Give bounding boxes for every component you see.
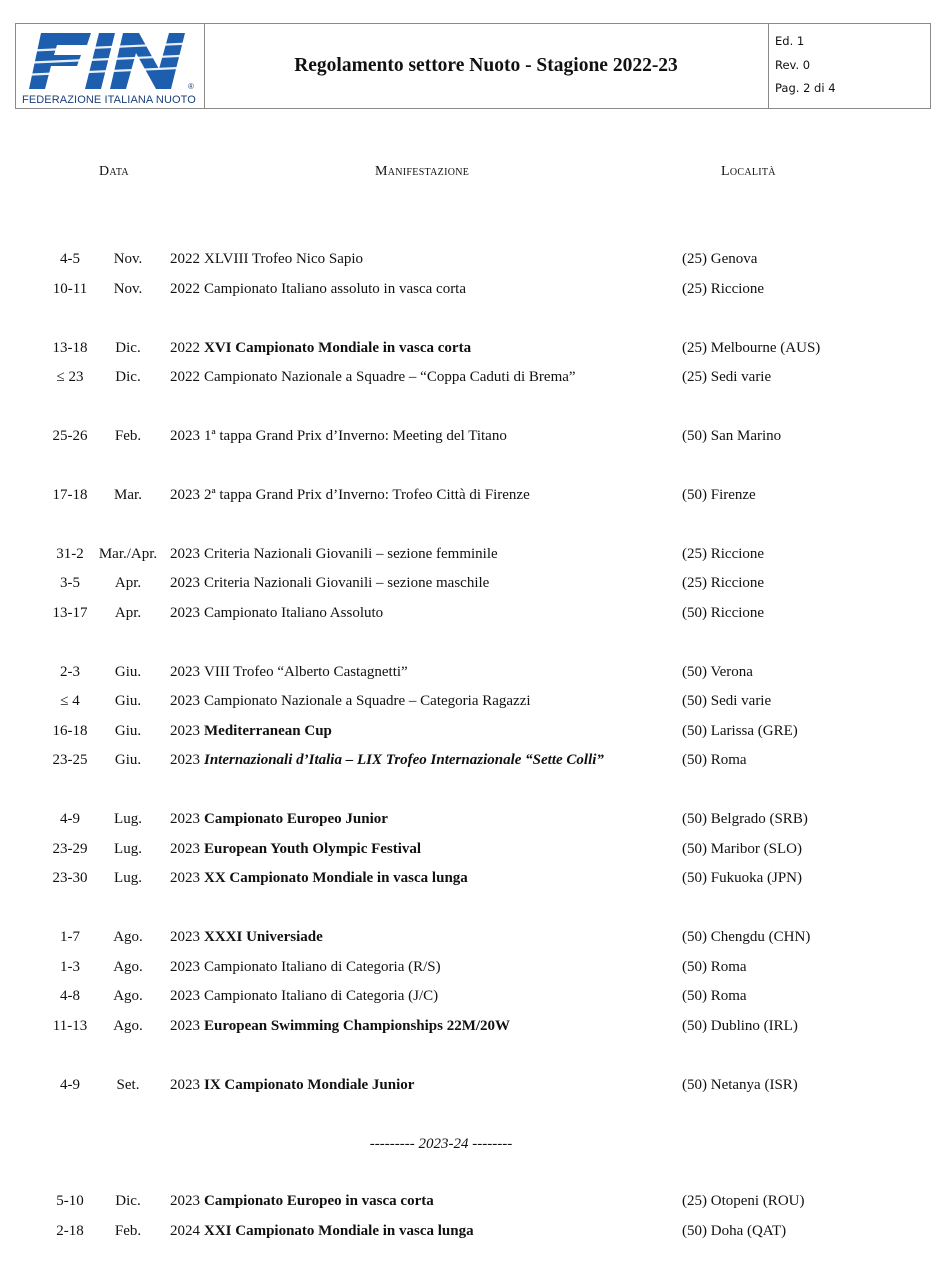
event-month: Mar. [114,487,142,503]
table-row [0,487,952,511]
event-name: IX Campionato Mondiale Junior [204,1077,415,1093]
event-year: 2023 [170,752,200,768]
event-day: 23-30 [52,870,88,886]
event-day: 23-29 [52,841,88,857]
fin-logo [16,24,205,108]
event-month: Giu. [114,664,142,680]
event-location: (50) Larissa (GRE) [682,723,798,739]
table-row [0,1018,952,1042]
table-row [0,929,952,953]
event-month: Dic. [115,340,141,356]
event-month: Nov. [113,251,143,267]
event-location: (25) Riccione [682,575,765,591]
event-month: Giu. [114,723,142,739]
table-row [0,959,952,983]
event-name: XXXI Universiade [204,929,323,945]
table-row [0,546,952,570]
table-row [0,1193,952,1217]
event-day: 11-13 [52,1018,88,1034]
event-year: 2023 [170,959,200,975]
event-name: Campionato Italiano assoluto in vasca corta [204,281,467,297]
event-name: 1ª tappa Grand Prix d’Inverno: Meeting del Titano [204,428,507,444]
revision: Rev. 0 [775,58,811,72]
event-day: ≤ 4 [60,693,80,709]
event-name: Campionato Europeo in vasca corta [204,1193,434,1209]
event-month: Nov. [113,281,143,297]
event-month: Feb. [114,1223,142,1239]
event-day: 31-2 [56,546,84,562]
table-row [0,841,952,865]
event-year: 2023 [170,929,200,945]
event-name: VIII Trofeo “Alberto Castagnetti” [204,664,408,680]
event-location: (50) Roma [682,959,747,975]
event-month: Dic. [115,369,141,385]
event-location: (50) Firenze [682,487,756,503]
event-year: 2023 [170,487,200,503]
event-name: Campionato Italiano Assoluto [204,605,384,621]
event-day: 5-10 [56,1193,84,1209]
event-location: (50) Roma [682,752,747,768]
event-name: European Youth Olympic Festival [204,841,422,857]
event-location: (50) Riccione [682,605,765,621]
table-row [0,693,952,717]
event-location: (50) Maribor (SLO) [682,841,802,857]
event-day: ≤ 23 [56,369,84,385]
table-row [0,251,952,275]
table-row [0,752,952,776]
table-row [0,340,952,364]
event-location: (25) Riccione [682,281,765,297]
event-location: (50) Belgrado (SRB) [682,811,808,827]
column-header-date: Data [99,164,129,179]
event-location: (50) Doha (QAT) [682,1223,787,1239]
event-year: 2022 [170,340,200,356]
event-name: Campionato Nazionale a Squadre – “Coppa Caduti di Brema” [204,369,576,385]
event-year: 2022 [170,281,200,297]
event-location: (25) Genova [682,251,758,267]
column-header-event: Manifestazione [375,164,470,179]
edition: Ed. 1 [775,34,805,48]
event-year: 2023 [170,428,200,444]
event-month: Ago. [113,1018,143,1034]
event-day: 4-8 [60,988,80,1004]
event-year: 2023 [170,664,200,680]
event-location: (25) Riccione [682,546,765,562]
event-month: Ago. [113,959,143,975]
table-row [0,428,952,452]
event-day: 13-17 [52,605,88,621]
event-day: 1-7 [60,929,80,945]
event-year: 2023 [170,841,200,857]
event-year: 2022 [170,369,200,385]
event-name: Criteria Nazionali Giovanili – sezione maschile [204,575,490,591]
event-name: XVI Campionato Mondiale in vasca corta [204,340,472,356]
event-month: Lug. [114,841,142,857]
event-location: (50) Verona [682,664,753,680]
event-month: Mar./Apr. [98,546,158,562]
event-name: Campionato Italiano di Categoria (R/S) [204,959,441,975]
table-row [0,281,952,305]
event-location: (50) Roma [682,988,747,1004]
event-month: Feb. [114,428,142,444]
page-number: Pag. 2 di 4 [775,81,836,95]
event-location: (25) Sedi varie [682,369,772,385]
table-row [0,1223,952,1247]
event-year: 2023 [170,605,200,621]
event-name: Campionato Nazionale a Squadre – Categoria Ragazzi [204,693,531,709]
event-name: XLVIII Trofeo Nico Sapio [204,251,364,267]
event-month: Dic. [115,1193,141,1209]
event-day: 2-3 [60,664,80,680]
event-month: Ago. [113,929,143,945]
event-month: Set. [116,1077,140,1093]
event-day: 16-18 [52,723,88,739]
event-day: 17-18 [52,487,88,503]
document-header [15,23,931,109]
event-name: XXI Campionato Mondiale in vasca lunga [204,1223,474,1239]
event-year: 2023 [170,870,200,886]
event-year: 2023 [170,693,200,709]
event-name: 2ª tappa Grand Prix d’Inverno: Trofeo Città di Firenze [204,487,530,503]
event-month: Apr. [114,605,142,621]
event-name: European Swimming Championships 22M/20W [204,1018,511,1034]
event-location: (50) Netanya (ISR) [682,1077,798,1093]
table-row [0,1077,952,1101]
event-day: 25-26 [52,428,88,444]
event-location: (25) Otopeni (ROU) [682,1193,805,1209]
table-row [0,811,952,835]
event-name: Campionato Italiano di Categoria (J/C) [204,988,439,1004]
event-day: 2-18 [56,1223,84,1239]
event-month: Giu. [114,693,142,709]
event-location: (50) Dublino (IRL) [682,1018,798,1034]
event-year: 2023 [170,575,200,591]
event-day: 1-3 [60,959,80,975]
table-row [0,369,952,393]
event-day: 4-5 [60,251,80,267]
event-day: 4-9 [60,1077,80,1093]
table-row [0,575,952,599]
logo-subtitle: FEDERAZIONE ITALIANA NUOTO [22,94,196,106]
event-location: (50) Chengdu (CHN) [682,929,811,945]
event-location: (50) Fukuoka (JPN) [682,870,802,886]
table-row [0,870,952,894]
event-year: 2023 [170,1077,200,1093]
event-name: XX Campionato Mondiale in vasca lunga [204,870,468,886]
event-name: Internazionali d’Italia – LIX Trofeo Internazionale “Sette Colli” [204,752,604,768]
event-year: 2023 [170,546,200,562]
event-year: 2022 [170,251,200,267]
event-day: 4-9 [60,811,80,827]
event-year: 2023 [170,811,200,827]
event-name: Mediterranean Cup [204,723,332,739]
event-year: 2023 [170,1018,200,1034]
event-month: Apr. [114,575,142,591]
document-title: Regolamento settore Nuoto - Stagione 2022-23 [204,24,769,108]
event-month: Giu. [114,752,142,768]
season-separator: --------- 2023-24 -------- [369,1136,513,1152]
column-header-location: Località [721,164,776,179]
table-row [0,605,952,629]
event-location: (25) Melbourne (AUS) [682,340,821,356]
event-year: 2023 [170,988,200,1004]
table-row [0,664,952,688]
event-month: Ago. [113,988,143,1004]
event-month: Lug. [114,870,142,886]
event-name: Campionato Europeo Junior [204,811,388,827]
document-meta [768,24,930,108]
event-location: (50) San Marino [682,428,782,444]
event-location: (50) Sedi varie [682,693,772,709]
event-day: 3-5 [60,575,80,591]
table-row [0,723,952,747]
event-year: 2023 [170,723,200,739]
event-year: 2023 [170,1193,200,1209]
event-day: 10-11 [52,281,88,297]
event-year: 2024 [170,1223,200,1239]
event-day: 13-18 [52,340,88,356]
registered-mark: ® [188,82,194,91]
fin-logo-mark [21,29,201,93]
event-day: 23-25 [52,752,88,768]
table-row [0,988,952,1012]
event-month: Lug. [114,811,142,827]
event-name: Criteria Nazionali Giovanili – sezione femminile [204,546,498,562]
